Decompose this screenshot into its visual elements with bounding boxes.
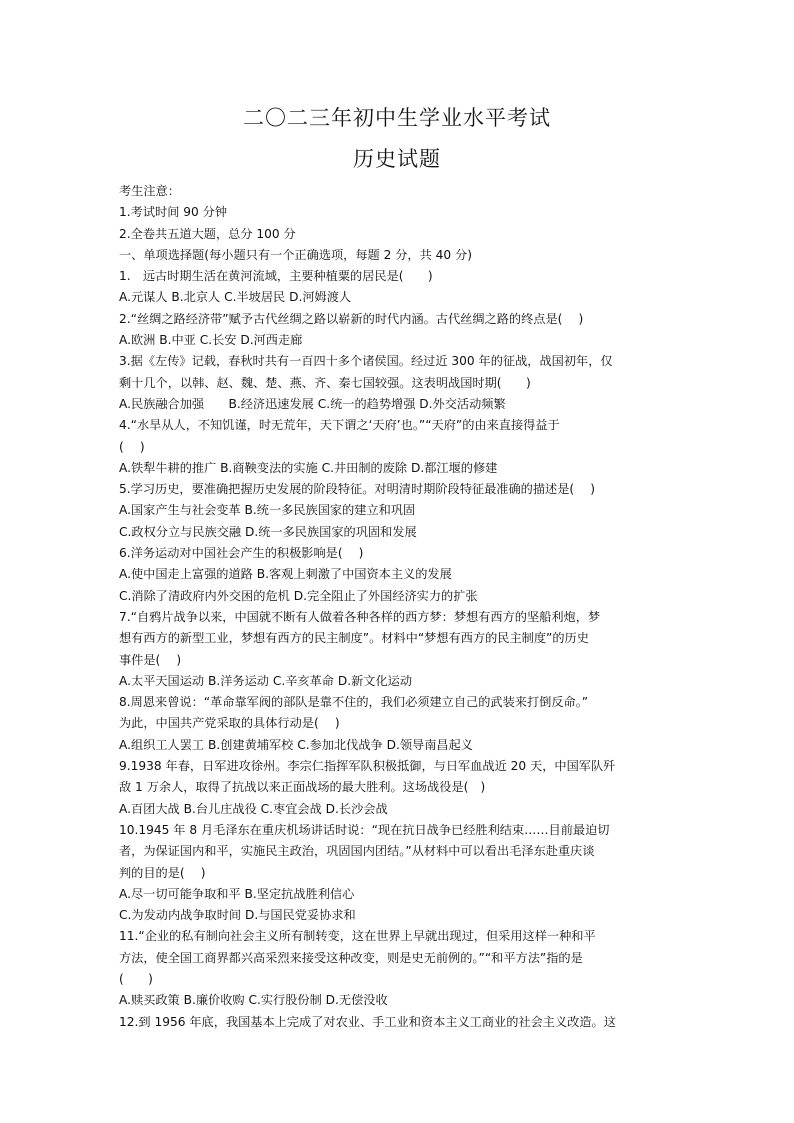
text-line: 方法，使全国工商界都兴高采烈来接受这种改变，则是史无前例的。”“和平方法”指的是 (119, 950, 583, 965)
text-line: 12.到 1956 年底，我国基本上完成了对农业、手工业和资本主义工商业的社会主义改造。这 (119, 1014, 616, 1029)
text-line: A.国家产生与社会变革 B.统一多民族国家的建立和巩固 (119, 503, 416, 518)
text-line: C.政权分立与民族交融 D.统一多民族国家的巩固和发展 (119, 524, 417, 539)
text-line: C.消除了清政府内外交困的危机 D.完全阻止了外国经济实力的扩张 (119, 588, 478, 603)
text-line: 8.周恩来曾说：“革命靠军阀的部队是靠不住的，我们必须建立自己的武装来打倒反命。” (119, 695, 589, 710)
text-line: 1. 远古时期生活在黄河流域，主要种植粟的居民是( ) (119, 269, 433, 284)
text-line: A.太平天国运动 B.洋务运动 C.辛亥革命 D.新文化运动 (119, 673, 413, 688)
text-line: 考生注意： (119, 184, 180, 198)
text-line: A.百团大战 B.台儿庄战役 C.枣宜会战 D.长沙会战 (119, 801, 388, 816)
text-line: 10.1945 年 8 月毛泽东在重庆机场讲话时说：“现在抗日战争已经胜利结束……目前最迫切 (119, 822, 610, 837)
exam-body (119, 181, 676, 1033)
text-line: 1.考试时间 90 分钟 (119, 205, 228, 220)
text-line: A.组织工人罢工 B.创建黄埔军校 C.参加北伐战争 D.领导南昌起义 (119, 737, 473, 752)
text-line: 5.学习历史，要准确把握历史发展的阶段特征。对明清时期阶段特征最准确的描述是( ) (119, 482, 595, 497)
text-line: 7.“自鸦片战争以来，中国就不断有人做着各种各样的西方梦：梦想有西方的坚船利炮，梦 (119, 609, 601, 624)
text-line: 一、单项选择题(每小题只有一个正确选项，每题 2 分，共 40 分) (119, 247, 472, 262)
text-line: 2.“丝绸之路经济带”赋予古代丝绸之路以崭新的时代内涵。古代丝绸之路的终点是( ) (119, 311, 584, 326)
text-line: 6.洋务运动对中国社会产生的积极影响是( ) (119, 546, 364, 561)
text-line: 11.“企业的私有制向社会主义所有制转变，这在世界上早就出现过，但采用这样一种和平 (119, 929, 596, 944)
text-line: C.为发动内战争取时间 D.与国民党妥协求和 (119, 908, 356, 923)
text-line: ( ) (119, 439, 145, 454)
text-line: 9.1938 年春，日军进攻徐州。李宗仁指挥军队积极抵御，与日军血战近 20 天，中国军队歼 (119, 759, 616, 774)
text-line: A.铁犁牛耕的推广 B.商鞅变法的实施 C.井田制的废除 D.都江堰的修建 (119, 460, 498, 475)
text-line: 3.据《左传》记载，春秋时共有一百四十多个诸侯国。经过近 300 年的征战，战国初年，仅 (119, 354, 613, 369)
exam-subject: 历史试题 (353, 147, 441, 171)
text-line: A.使中国走上富强的道路 B.客观上刺激了中国资本主义的发展 (119, 567, 452, 582)
text-line: 4.“水旱从人，不知饥谨，时无荒年，天下谓之‘天府’也。”“天府”的由来直接得益于 (119, 418, 560, 433)
text-line: A.尽一切可能争取和平 B.坚定抗战胜利信心 (119, 886, 355, 901)
text-line: 2.全卷共五道大题，总分 100 分 (119, 226, 296, 241)
text-line: A.元谋人 B.北京人 C.半坡居民 D.河姆渡人 (119, 290, 352, 305)
exam-title: 二〇二三年初中生学业水平考试 (243, 106, 551, 130)
text-line: A.赎买政策 B.廉价收购 C.实行股份制 D.无偿没收 (119, 993, 388, 1008)
text-line: 敌 1 万余人，取得了抗战以来正面战场的最大胜利。这场战役是( ) (119, 780, 486, 795)
text-line: 者，为保证国内和平，实施民主政治，巩固国内团结。”从材料中可以看出毛泽东赴重庆谈 (119, 844, 595, 859)
text-line: 判的目的是( ) (119, 865, 206, 880)
text-line: 剩十几个，以韩、赵、魏、楚、燕、齐、秦七国较强。这表明战国时期( ) (119, 375, 531, 390)
text-line: 为此，中国共产党采取的具体行动是( ) (119, 716, 340, 731)
text-line: 想有西方的新型工业，梦想有西方的民主制度”。材料中“梦想有西方的民主制度”的历史 (119, 631, 589, 646)
text-line: A.民族融合加强 B.经济迅速发展 C.统一的趋势增强 D.外交活动频繁 (119, 396, 506, 411)
text-line: A.欧洲 B.中亚 C.长安 D.河西走廊 (119, 333, 303, 348)
text-line: ( ) (119, 971, 153, 986)
text-line: 事件是( ) (119, 652, 182, 667)
